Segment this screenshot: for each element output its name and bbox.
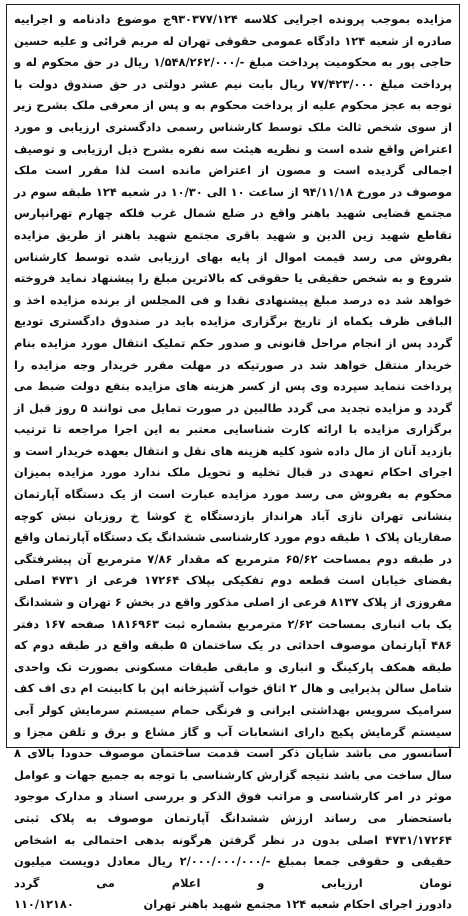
notice-body: مزایده بموجب پرونده اجرایی کلاسه ۹۳۰۳۷۷/۱۲۴ج موضوع دادنامه و اجراییه صادره از شعبه ۱۲۴ دادگاه عمومی حقوقی تهران له مریم قرائی و علیه حسین حاجی پور به محکومیت پرداخت مبلغ -/۱/۵۴۸/۲۶۲/۰۰۰ ریال در حق محکوم له و پرداخت مبلغ ۷۷/۴۲۳/۰۰۰ ریال بابت نیم عشر دولتی در حق صندوق دولت با توجه به عجز محکوم علیه از پرداخت محکوم به و پس از معرفی ملک بشرح زیر از سوی شخص ثالث ملک توسط کارشناس رسمی دادگستری ارزیابی و مورد اعتراض واقع شده است و نظریه هیئت سه نفره بشرح ذیل ارزیابی و توصیف اجمالی گردیده است و مصون از اعتراض مانده است لذا مقرر است ملک موصوف در مورخ ۹۴/۱۱/۱۸ از ساعت ۱۰ الی ۱۰/۳۰ در شعبه ۱۲۴ طبقه سوم در مجتمع قضایی شهید باهنر واقع در ضلع شمال غرب فلکه چهارم تهرانپارس تقاطع شهید زین الدین و شهید باقری مجتمع شهید باهنر از طریق مزایده بفروش می رسد قیمت اموال از پایه بهای ارزیابی شده توسط کارشناس شروع و به شخص حقیقی یا حقوقی که بالاترین مبلغ را پیشنهاد نماید فروخته خواهد شد ده درصد مبلغ پیشنهادی نقدا و فی المجلس از برنده مزایده اخذ و الباقی ظرف یکماه از تاریخ برگزاری مزایده باید در صندوق دادگستری تودیع گردد پس از انجام مراحل قانونی و صدور حکم تملیک انتقال مورد مزایده بنام خریدار منتقل خواهد شد در صورتیکه در مهلت مقرر خریدار وجه مزایده را پرداخت ننماید سپرده وی پس از کسر هزینه های مزایده بنفع دولت ضبط می گردد و مزایده تجدید می گردد طالبین در صورت تمایل می توانند ۵ روز قبل از برگزاری مزایده با ارائه کارت شناسایی معتبر به این اجرا مراجعه تا ترتیب بازدید آنان از مال داده شود کلیه هزینه های نقل و انتقال بعهده خریدار است و اجرای احکام تعهدی در قبال تخلیه و تحویل ملک ندارد مورد مزایده بمیزان محکوم به بفروش می رسد مورد مزایده عبارت است از یک دستگاه آپارتمان بنشانی تهران نازی آباد هرانداز بازدستگاه خ کوشا خ روزبان نبش کوچه صفاریان پلاک ۱ طبقه دوم مورد کارشناسی ششدانگ یک دستگاه آپارتمان واقع در طبقه دوم بمساحت ۶۵/۶۲ مترمربع که مقدار ۷/۸۶ مترمربع آن پیشرفتگی بفضای خیابان است قطعه دوم تفکیکی بپلاک ۱۷۲۶۴ فرعی از ۴۷۳۱ اصلی مفروزی از پلاک ۸۱۳۷ فرعی از اصلی مذکور واقع در بخش ۶ تهران و ششدانگ یک باب انباری بمساحت ۲/۶۲ مترمربع بشماره ثبت ۱۸۱۶۹۶۳ صفحه ۱۶۷ دفتر ۴۸۶ آپارتمان موصوف احداثی در یک ساختمان ۵ طبقه واقع در طبقه دوم که طبقه همکف پارکینگ و انباری و مابقی طبقات مسکونی بصورت تک واحدی شامل سالن پذیرایی و هال ۲ اتاق خواب آشپزخانه اپن با کابینت ام دی اف کف سرامیک سرویس بهداشتی ایرانی و فرنگی حمام سیستم سرمایش کولر آبی سیستم گرمایش پکیج دارای انشعابات آب و گاز مشاع و برق و تلفن مجزا و آسانسور می باشد شایان ذکر است قدمت ساختمان موصوف حدودا بالای ۸ سال ساخت می باشد نتیجه گزارش کارشناسی با توجه به جمیع جهات و عوامل موثر در امر کارشناسی و مراتب فوق الذکر و بررسی اسناد و مدارک موجود باستحضار می رساند ارزش ششدانگ آپارتمان موصوف به پلاک ثبتی ۴۷۳۱/۱۷۲۶۴ اصلی بدون در نظر گرفتن هرگونه بدهی احتمالی به اشخاص حقیقی و حقوقی جمعا بمبلغ -/۲/۰۰۰/۰۰۰/۰۰۰ ریال معادل دویست میلیون تومان ارزیابی و اعلام می گردد: [14, 12, 453, 890]
notice-footer: [14, 894, 452, 916]
footer-signature: دادورز اجرای احکام شعبه ۱۲۴ مجتمع شهید باهنر تهران: [143, 897, 452, 912]
auction-notice: [6, 4, 460, 912]
footer-reference-number: ۱۱۰/۱۲۱۸۰: [14, 897, 74, 912]
